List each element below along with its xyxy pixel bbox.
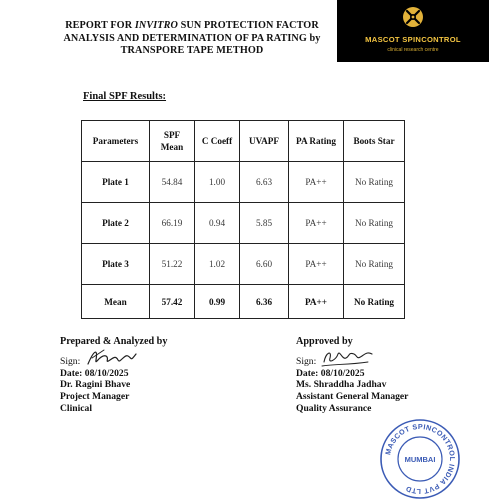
logo-emblem-icon (401, 5, 425, 31)
header-boots-star: Boots Star (344, 121, 405, 162)
prepared-signature (84, 346, 144, 370)
row-param: Plate 2 (82, 203, 150, 244)
cell-uvapf: 6.63 (240, 162, 289, 203)
cell-boots: No Rating (344, 244, 405, 285)
table-row (82, 244, 405, 285)
title-line2: ANALYSIS AND DETERMINATION OF PA RATING by (63, 32, 321, 44)
cell-ccoeff: 1.02 (195, 244, 240, 285)
approved-title: Assistant General Manager (296, 391, 409, 403)
approved-date: 08/10/2025 (320, 367, 365, 379)
sign-label: Sign: (296, 355, 317, 367)
title-prefix: REPORT FOR (65, 20, 133, 31)
cell-spf: 66.19 (150, 203, 195, 244)
cell-pa: PA++ (289, 162, 344, 203)
sign-label: Sign: (60, 355, 81, 367)
table-row (82, 162, 405, 203)
cell-boots: No Rating (344, 203, 405, 244)
cell-pa: PA++ (289, 203, 344, 244)
table-mean-row (82, 285, 405, 319)
mean-boots: No Rating (344, 285, 405, 319)
mean-spf: 57.42 (150, 285, 195, 319)
prepared-date: 08/10/2025 (84, 367, 129, 379)
cell-spf: 54.84 (150, 162, 195, 203)
header-parameters: Parameters (82, 121, 150, 162)
date-label: Date: (60, 367, 83, 379)
approved-date-line (296, 368, 408, 380)
approved-heading: Approved by (296, 336, 353, 347)
logo-name: MASCOT SPINCONTROL (365, 35, 461, 44)
logo-tagline: clinical research centre (387, 47, 439, 53)
cell-pa: PA++ (289, 244, 344, 285)
spf-results-table (81, 120, 405, 319)
mean-uvapf: 6.36 (240, 285, 289, 319)
mean-pa: PA++ (289, 285, 344, 319)
prepared-heading: Prepared & Analyzed by (60, 336, 168, 347)
title-suffix: SUN PROTECTION FACTOR (180, 20, 319, 31)
company-stamp (378, 417, 462, 501)
header-spf-mean (150, 121, 195, 162)
row-param: Plate 1 (82, 162, 150, 203)
cell-ccoeff: 1.00 (195, 162, 240, 203)
report-title (42, 20, 342, 58)
mean-label: Mean (82, 285, 150, 319)
header-spf-mean-text: SPF Mean (160, 130, 184, 152)
prepared-dept: Clinical (60, 402, 92, 414)
header-uvapf: UVAPF (240, 121, 289, 162)
header-c-coeff: C Coeff (195, 121, 240, 162)
header-pa-rating: PA Rating (289, 121, 344, 162)
cell-spf: 51.22 (150, 244, 195, 285)
title-italic: INVITRO (134, 20, 178, 31)
table-header-row (82, 121, 405, 162)
title-line3: TRANSPORE TAPE METHOD (120, 45, 264, 56)
cell-uvapf: 5.85 (240, 203, 289, 244)
cell-uvapf: 6.60 (240, 244, 289, 285)
approved-dept: Quality Assurance (296, 402, 372, 414)
approved-signature (318, 346, 376, 368)
stamp-center-text: MUMBAI (404, 455, 436, 464)
cell-boots: No Rating (344, 162, 405, 203)
table-row (82, 203, 405, 244)
section-label: Final SPF Results: (83, 91, 167, 102)
approved-name: Ms. Shraddha Jadhav (296, 379, 387, 391)
date-label: Date: (296, 367, 319, 379)
prepared-title: Project Manager (60, 391, 130, 403)
company-logo (337, 0, 489, 62)
cell-ccoeff: 0.94 (195, 203, 240, 244)
prepared-name: Dr. Ragini Bhave (60, 379, 131, 391)
mean-ccoeff: 0.99 (195, 285, 240, 319)
row-param: Plate 3 (82, 244, 150, 285)
stamp-ring-text: MASCOT SPINCONTROL INDIA PVT LTD (383, 421, 458, 497)
